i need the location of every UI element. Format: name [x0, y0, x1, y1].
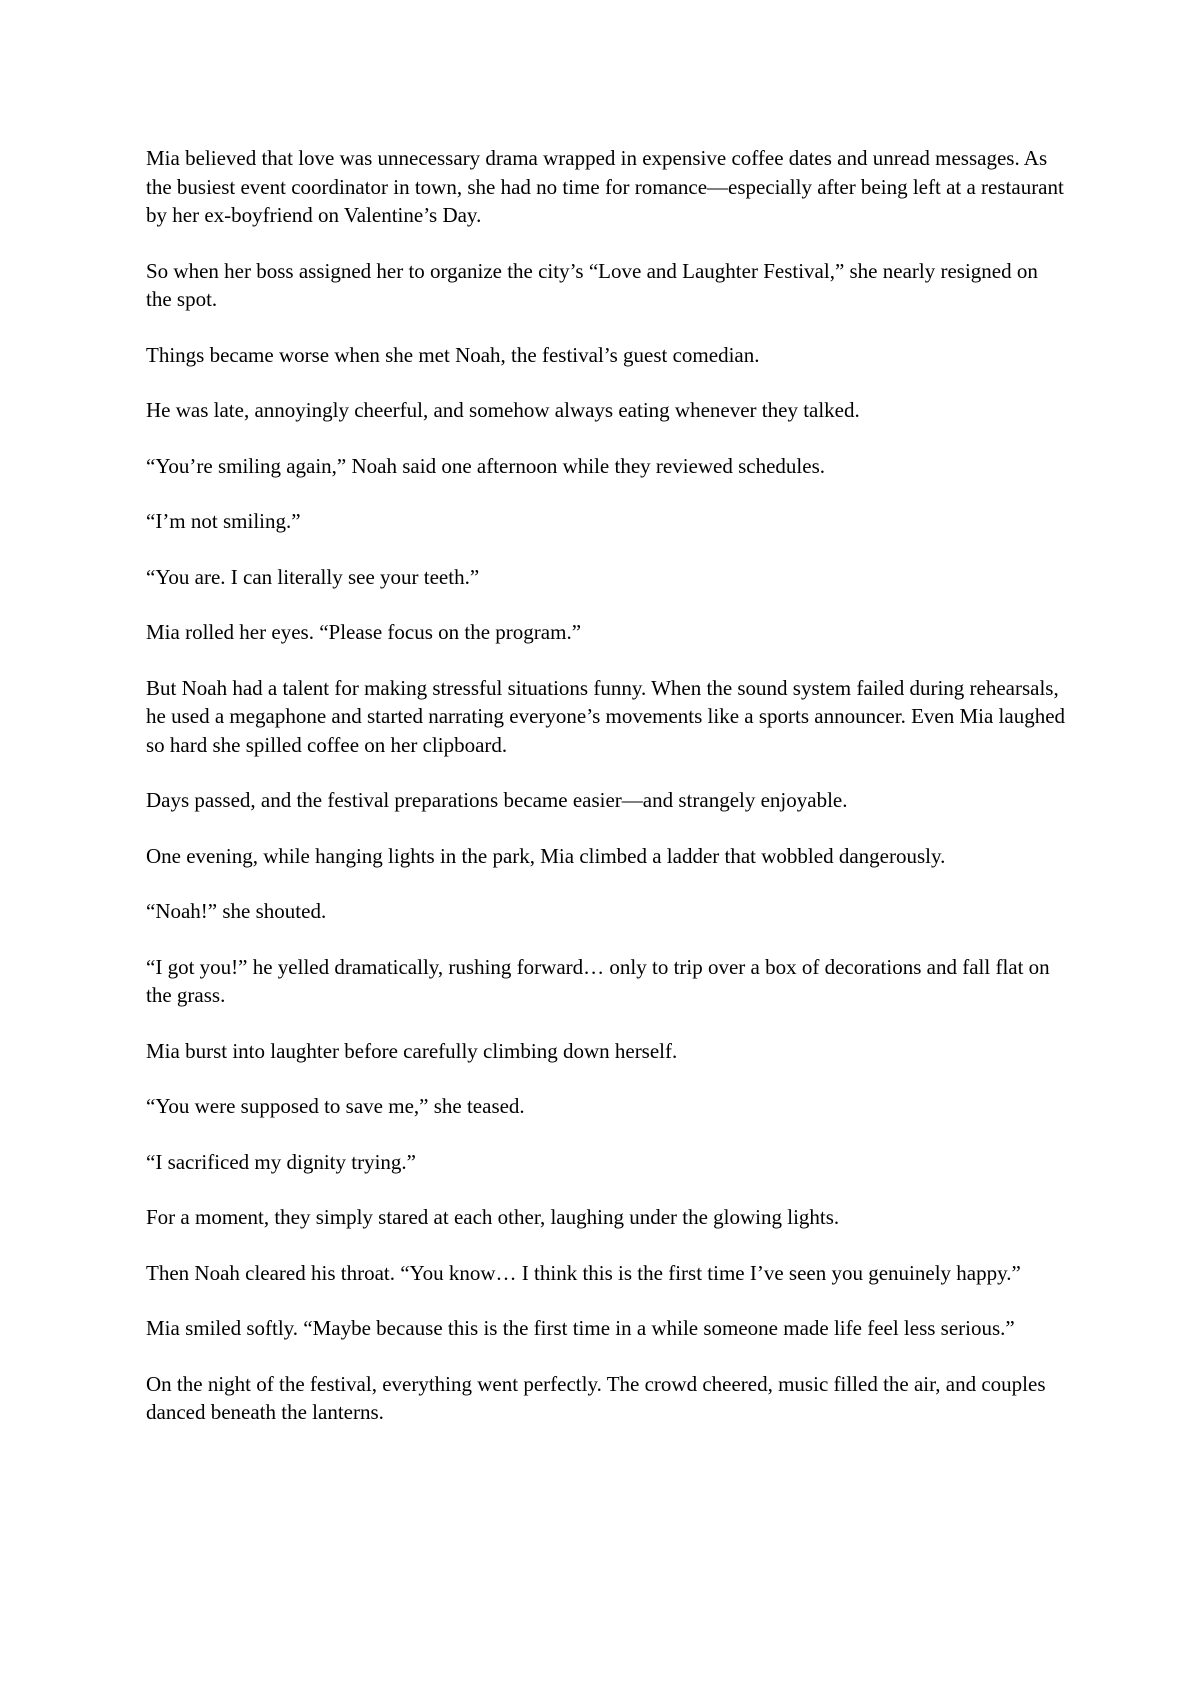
paragraph-6: “I’m not smiling.” — [146, 509, 301, 533]
paragraph-8: Mia rolled her eyes. “Please focus on the program.” — [146, 620, 582, 644]
paragraph-18: Then Noah cleared his throat. “You know… I think this is the first time I’ve seen you genuinely happy.” — [146, 1260, 1021, 1285]
paragraph-7: “You are. I can literally see your teeth.” — [146, 564, 480, 589]
paragraph-19: Mia smiled softly. “Maybe because this is the first time in a while someone made life feel less serious.” — [146, 1316, 1015, 1340]
paragraph-16: “I sacrificed my dignity trying.” — [146, 1149, 416, 1174]
paragraph-9: But Noah had a talent for making stressful situations funny. When the sound system failed during rehearsals, he used a megaphone and started narrating everyone’s movements like a sports announcer. Even Mia laughed so hard she spilled coffee on her clipboard. — [146, 675, 1066, 757]
paragraph-2: So when her boss assigned her to organize the city’s “Love and Laughter Festival,” she nearly resigned on the spot. — [146, 258, 1038, 311]
paragraph-4: He was late, annoyingly cheerful, and somehow always eating whenever they talked. — [146, 398, 860, 422]
paragraph-12: “Noah!” she shouted. — [146, 899, 327, 923]
paragraph-3: Things became worse when she met Noah, the festival’s guest comedian. — [146, 342, 760, 367]
paragraph-20: On the night of the festival, everything went perfectly. The crowd cheered, music filled the air, and couples danced beneath the lanterns. — [146, 1371, 1046, 1424]
paragraph-14: Mia burst into laughter before carefully climbing down herself. — [146, 1038, 678, 1063]
paragraph-5: “You’re smiling again,” Noah said one afternoon while they reviewed schedules. — [146, 453, 826, 478]
document-body — [146, 144, 1066, 1454]
paragraph-11: One evening, while hanging lights in the park, Mia climbed a ladder that wobbled dangerously. — [146, 843, 946, 868]
paragraph-15: “You were supposed to save me,” she teased. — [146, 1094, 525, 1118]
paragraph-10: Days passed, and the festival preparations became easier—and strangely enjoyable. — [146, 788, 848, 812]
paragraph-13: “I got you!” he yelled dramatically, rushing forward… only to trip over a box of decorations and fall flat on the grass. — [146, 954, 1050, 1007]
paragraph-1: Mia believed that love was unnecessary drama wrapped in expensive coffee dates and unread messages. As the busiest event coordinator in town, she had no time for romance—especially after being left at a restaurant by her ex-boyfriend on Valentine’s Day. — [146, 146, 1064, 227]
paragraph-17: For a moment, they simply stared at each other, laughing under the glowing lights. — [146, 1205, 840, 1229]
